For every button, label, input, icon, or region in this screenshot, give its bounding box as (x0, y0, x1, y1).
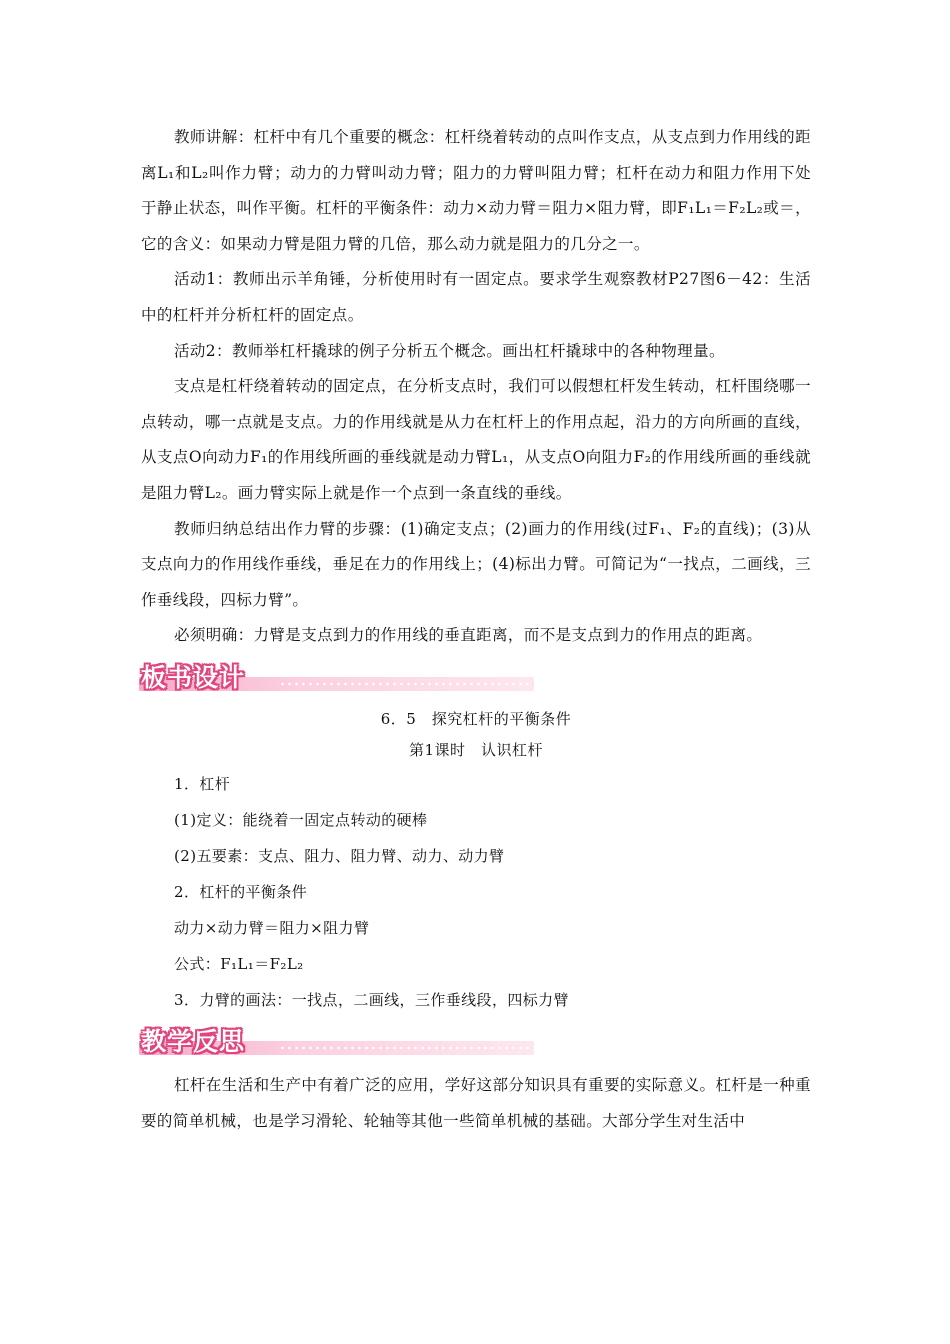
reflection-heading (139, 1022, 534, 1062)
heading-dots (279, 682, 529, 686)
board-line-7: 3．力臂的画法：一找点，二画线，三作垂线段，四标力臂 (174, 990, 569, 1009)
board-line-2: (1)定义：能绕着一固定点转动的硬棒 (174, 810, 428, 829)
board-line-6: 公式：F₁L₁＝F₂L₂ (174, 954, 304, 973)
teaching-paragraph-1: 教师讲解：杠杆中有几个重要的概念：杠杆绕着转动的点叫作支点，从支点到力作用线的距离L₁和L₂叫作力臂；动力的力臂叫动力臂；阻力的力臂叫阻力臂；杠杆在动力和阻力作用下处于静止状态，叫作平衡。杠杆的平衡条件：动力×动力臂＝阻力×阻力臂，即F₁L₁＝F₂L₂或＝，它的含义：如果动力臂是阻力臂的几倍，那么动力就是阻力的几分之一。 (141, 128, 811, 253)
heading-dots (279, 1046, 529, 1050)
board-design-heading-label: 板书设计 (141, 662, 246, 692)
teaching-paragraph-2: 活动1：教师出示羊角锤，分析使用时有一固定点。要求学生观察教材P27图6－42：生活中的杠杆并分析杠杆的固定点。 (141, 270, 811, 324)
board-design-heading (139, 658, 534, 698)
board-design-title: 6．5 探究杠杆的平衡条件 (380, 709, 572, 728)
teaching-paragraph-6: 必须明确：力臂是支点到力的作用线的垂直距离，而不是支点到力的作用点的距离。 (174, 626, 763, 645)
reflection-heading-label: 教学反思 (141, 1026, 246, 1056)
teaching-paragraph-5: 教师归纳总结出作力臂的步骤：(1)确定支点；(2)画力的作用线(过F₁、F₂的直线)；(3)从支点向力的作用线作垂线，垂足在力的作用线上；(4)标出力臂。可简记为“一找点，二画线，三作垂线段，四标力臂”。 (141, 519, 811, 609)
board-line-5: 动力×动力臂＝阻力×阻力臂 (174, 918, 370, 937)
board-line-1: 1．杠杆 (174, 774, 231, 793)
teaching-paragraph-3: 活动2：教师举杠杆撬球的例子分析五个概念。画出杠杆撬球中的各种物理量。 (174, 341, 725, 360)
board-design-subtitle: 第1课时 认识杠杆 (408, 740, 544, 759)
board-line-3: (2)五要素：支点、阻力、阻力臂、动力、动力臂 (174, 846, 505, 865)
reflection-paragraph: 杠杆在生活和生产中有着广泛的应用，学好这部分知识具有重要的实际意义。杠杆是一种重要的简单机械，也是学习滑轮、轮轴等其他一些简单机械的基础。大部分学生对生活中 (141, 1075, 811, 1130)
board-line-4: 2．杠杆的平衡条件 (174, 882, 308, 901)
teaching-paragraph-4: 支点是杠杆绕着转动的固定点，在分析支点时，我们可以假想杠杆发生转动，杠杆围绕哪一点转动，哪一点就是支点。力的作用线就是从力在杠杆上的作用点起，沿力的方向所画的直线，从支点O向动力F₁的作用线所画的垂线就是动力臂L₁，从支点O向阻力F₂的作用线所画的垂线就是阻力臂L₂。画力臂实际上就是作一个点到一条直线的垂线。 (141, 377, 811, 502)
page-content (141, 120, 811, 1139)
